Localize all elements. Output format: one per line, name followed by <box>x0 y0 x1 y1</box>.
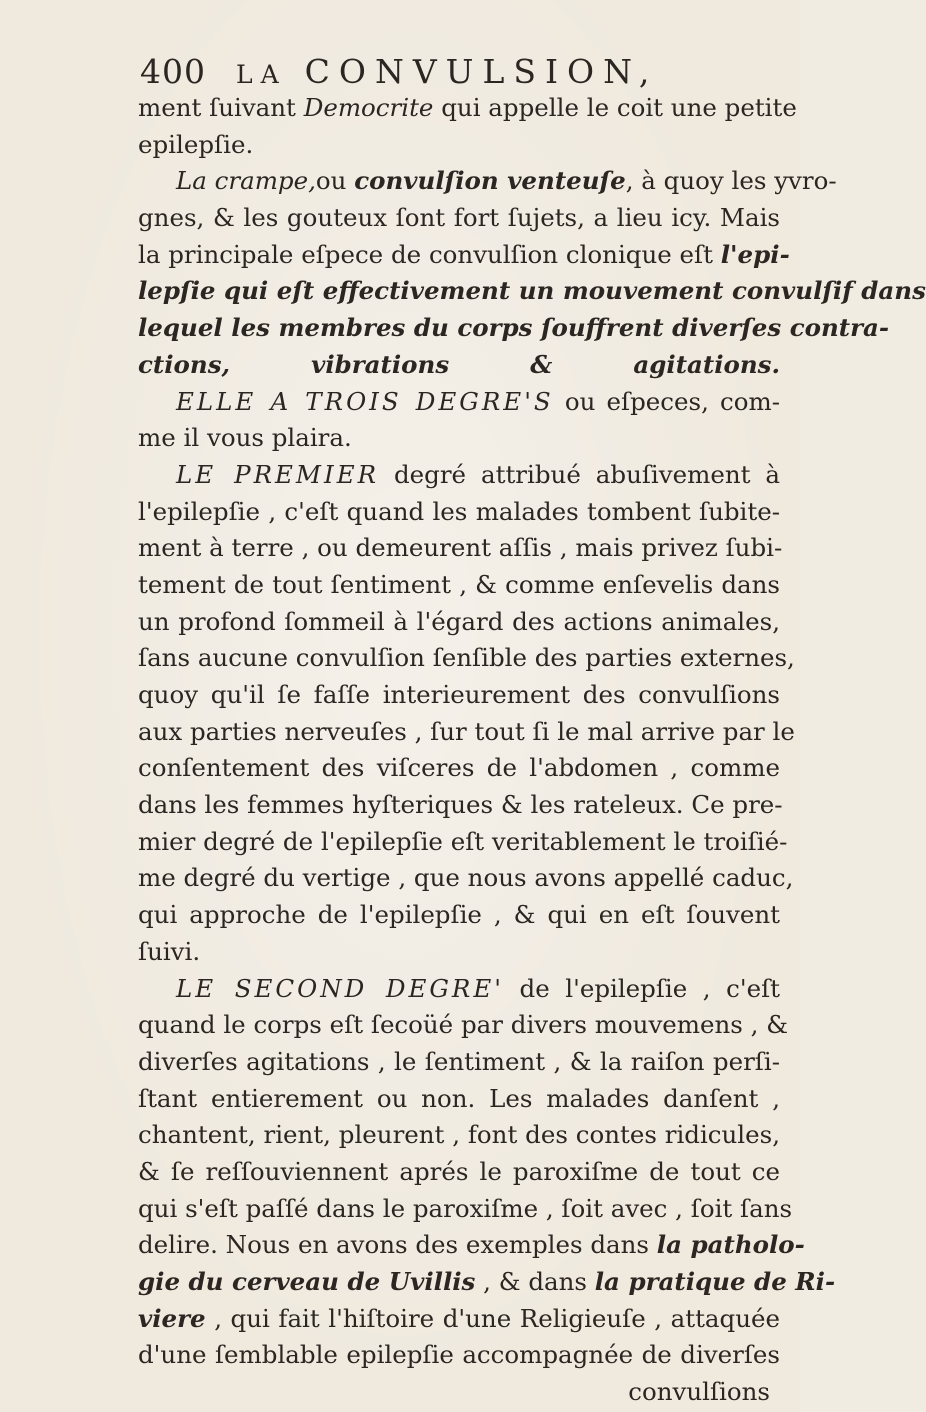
text-run: diverſes agitations , le ſentiment , & la raiſon perſi- <box>138 1046 780 1076</box>
text-run: quoy qu'il ſe faſſe interieurement des convulſions <box>138 680 780 709</box>
text-run: de l'epilepſie , c'eſt <box>503 973 780 1003</box>
text-run: chantent, rient, pleurent , font des contes ridicules, <box>138 1120 780 1150</box>
text-line <box>138 824 788 861</box>
text-run: ment ſuivant <box>138 93 304 122</box>
text-line <box>138 200 780 237</box>
body-text <box>138 90 926 1411</box>
text-run: un profond ſommeil à l'égard des actions animales, <box>138 606 780 636</box>
text-line <box>138 860 794 897</box>
text-run: l'epilepſie , c'eſt quand les malades tombent ſubite- <box>138 496 780 526</box>
text-run: epilepſie. <box>138 129 254 159</box>
text-line <box>138 310 890 347</box>
text-run: ſuivi. <box>138 936 201 966</box>
text-run: LE PREMIER <box>176 459 380 489</box>
text-run: aux parties nerveuſes , ſur tout ſi le mal arrive par le <box>138 716 795 746</box>
text-line <box>138 1227 805 1264</box>
text-line <box>138 1191 793 1228</box>
text-run: convulſions <box>628 1377 770 1407</box>
text-run: la principale eſpece de convulſion clonique eſt <box>138 239 721 269</box>
text-run: ment à terre , ou demeurent aſſis , mais privez ſubi- <box>138 533 783 563</box>
text-line <box>138 530 783 567</box>
text-line <box>138 90 797 127</box>
text-run: d'une ſemblable epilepſie accompagnée de diverſes <box>138 1340 780 1370</box>
text-run: , à quoy les yvro- <box>625 166 837 196</box>
text-line <box>138 127 780 164</box>
text-run: conſentement des viſceres de l'abdomen , comme <box>138 753 780 783</box>
text-line <box>138 640 795 677</box>
text-run: & ſe reſſouviennent aprés le paroxiſme de tout ce <box>138 1156 780 1186</box>
text-line <box>138 897 780 934</box>
text-run: ſans aucune convulſion ſenſible des parties externes, <box>138 643 795 673</box>
text-line <box>138 971 780 1008</box>
text-line <box>138 604 780 641</box>
text-line <box>138 1337 780 1374</box>
text-line <box>138 567 780 604</box>
text-run: me degré du vertige , que nous avons appellé caduc, <box>138 863 794 893</box>
text-line <box>138 1044 780 1081</box>
text-run: ou <box>315 166 355 196</box>
text-run: ctions, vibrations & agitations. <box>138 349 780 379</box>
text-line <box>138 787 783 824</box>
text-line <box>138 457 780 494</box>
text-line <box>138 273 926 310</box>
text-line <box>138 163 837 200</box>
text-run: viere <box>138 1303 206 1333</box>
text-run: , qui fait l'hiſtoire d'une Religieuſe , attaquée <box>205 1303 780 1333</box>
text-line <box>138 714 795 751</box>
text-run: gnes, & les gouteux ſont fort ſujets, a lieu icy. Mais <box>138 203 780 233</box>
text-line <box>138 750 780 787</box>
text-line <box>138 934 780 971</box>
text-line <box>138 1154 780 1191</box>
text-line <box>138 1301 780 1338</box>
text-run: degré attribué abuſivement à <box>379 459 781 489</box>
text-run: tement de tout ſentiment , & comme enſevelis dans <box>138 569 780 599</box>
text-run: quand le corps eſt ſecoüé par divers mouvemens , & <box>138 1010 789 1040</box>
text-run: la pratique de Ri- <box>594 1267 836 1296</box>
text-run: qui s'eſt paſſé dans le paroxiſme , ſoit avec , ſoit ſans <box>138 1193 793 1223</box>
text-line <box>138 1081 780 1118</box>
text-line <box>138 494 780 531</box>
text-line <box>138 384 780 421</box>
text-line <box>138 1264 836 1301</box>
running-header <box>140 52 658 91</box>
text-run: qui appelle le coit une petite <box>433 93 797 122</box>
page-number: 400 <box>140 52 206 91</box>
text-run: ſtant entierement ou non. Les malades danſent , <box>138 1083 780 1113</box>
text-run: lequel les membres du corps ſouffrent diverſes contra- <box>138 313 890 343</box>
text-run: LE SECOND DEGRE' <box>176 973 504 1003</box>
text-run: lepſie qui eſt effectivement un mouvement convulſif dans <box>138 276 926 306</box>
text-line <box>138 420 780 457</box>
text-run: La crampe, <box>176 166 316 196</box>
text-run: ELLE A TROIS DEGRE'S <box>176 386 554 416</box>
text-run: l'epi- <box>720 239 790 269</box>
text-run: mier degré de l'epilepſie eſt veritablement le troiſié- <box>138 826 788 856</box>
header-prefix: LA <box>236 60 287 89</box>
text-run: qui approche de l'epilepſie , & qui en eſt ſouvent <box>138 900 780 930</box>
text-run: , & dans <box>475 1267 595 1296</box>
header-title: CONVULSION, <box>304 52 659 91</box>
text-run: la patholo- <box>656 1230 805 1260</box>
text-run: ou eſpeces, com- <box>553 386 780 416</box>
text-run: dans les femmes hyſteriques & les rateleux. Ce pre- <box>138 790 783 820</box>
text-line <box>138 677 780 714</box>
text-run: me il vous plaira. <box>138 423 352 453</box>
text-line <box>138 1117 780 1154</box>
text-line <box>138 347 780 384</box>
text-run: convulſion venteuſe <box>354 166 626 196</box>
text-line <box>138 237 790 274</box>
text-line <box>138 1374 780 1411</box>
text-run: Democrite <box>303 93 434 122</box>
text-line <box>138 1007 789 1044</box>
text-run: delire. Nous en avons des exemples dans <box>138 1230 657 1260</box>
text-run: gie du cerveau de Uvillis <box>138 1267 476 1296</box>
